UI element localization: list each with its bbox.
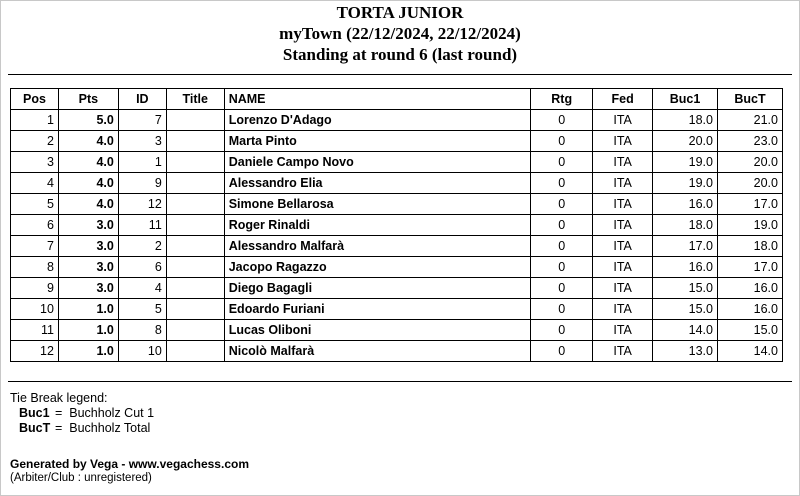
row-buc1: 19.0 — [653, 152, 718, 173]
row-title — [166, 236, 224, 257]
row-name: Daniele Campo Novo — [224, 152, 531, 173]
row-pts: 1.0 — [58, 320, 118, 341]
row-pos: 9 — [11, 278, 59, 299]
row-name: Simone Bellarosa — [224, 194, 531, 215]
arbiter-club: (Arbiter/Club : unregistered) — [10, 472, 152, 484]
legend-eq: = — [55, 406, 63, 420]
generated-by: Generated by Vega - www.vegachess.com — [10, 457, 249, 471]
row-fed: ITA — [593, 341, 653, 362]
row-title — [166, 173, 224, 194]
row-fed: ITA — [593, 173, 653, 194]
row-pts: 4.0 — [58, 194, 118, 215]
col-title: Title — [166, 89, 224, 110]
row-buc1: 15.0 — [653, 299, 718, 320]
row-pts: 1.0 — [58, 341, 118, 362]
row-id: 10 — [118, 341, 166, 362]
row-rtg: 0 — [531, 215, 593, 236]
row-id: 12 — [118, 194, 166, 215]
row-buct: 19.0 — [718, 215, 783, 236]
row-title — [166, 215, 224, 236]
row-pos: 7 — [11, 236, 59, 257]
row-buct: 16.0 — [718, 278, 783, 299]
row-pts: 3.0 — [58, 215, 118, 236]
row-rtg: 0 — [531, 257, 593, 278]
table-row — [11, 341, 783, 362]
row-name: Alessandro Malfarà — [224, 236, 531, 257]
row-id: 6 — [118, 257, 166, 278]
row-rtg: 0 — [531, 341, 593, 362]
table-row — [11, 236, 783, 257]
tournament-title: TORTA JUNIOR — [336, 3, 464, 22]
row-rtg: 0 — [531, 173, 593, 194]
row-pos: 5 — [11, 194, 59, 215]
row-buc1: 19.0 — [653, 173, 718, 194]
row-title — [166, 341, 224, 362]
row-name: Edoardo Furiani — [224, 299, 531, 320]
table-row — [11, 194, 783, 215]
legend-desc: Buchholz Total — [69, 421, 151, 435]
row-fed: ITA — [593, 194, 653, 215]
tie-break-legend — [10, 391, 154, 436]
row-buct: 21.0 — [718, 110, 783, 131]
row-title — [166, 110, 224, 131]
row-title — [166, 278, 224, 299]
row-rtg: 0 — [531, 236, 593, 257]
col-fed: Fed — [593, 89, 653, 110]
row-rtg: 0 — [531, 131, 593, 152]
row-pts: 4.0 — [58, 131, 118, 152]
row-pos: 2 — [11, 131, 59, 152]
row-fed: ITA — [593, 278, 653, 299]
col-buct: BucT — [718, 89, 783, 110]
row-pos: 4 — [11, 173, 59, 194]
table-row — [11, 299, 783, 320]
row-buct: 20.0 — [718, 173, 783, 194]
row-buc1: 15.0 — [653, 278, 718, 299]
col-rtg: Rtg — [531, 89, 593, 110]
table-row — [11, 215, 783, 236]
row-buct: 17.0 — [718, 194, 783, 215]
col-name: NAME — [224, 89, 531, 110]
row-buct: 17.0 — [718, 257, 783, 278]
legend-heading: Tie Break legend: — [10, 391, 108, 405]
row-pts: 5.0 — [58, 110, 118, 131]
row-id: 11 — [118, 215, 166, 236]
row-pos: 1 — [11, 110, 59, 131]
row-name: Nicolò Malfarà — [224, 341, 531, 362]
row-rtg: 0 — [531, 299, 593, 320]
row-pos: 6 — [11, 215, 59, 236]
row-pts: 3.0 — [58, 257, 118, 278]
row-buct: 14.0 — [718, 341, 783, 362]
col-pos: Pos — [11, 89, 59, 110]
row-pts: 3.0 — [58, 278, 118, 299]
row-buct: 20.0 — [718, 152, 783, 173]
legend-divider — [8, 381, 792, 382]
row-buct: 15.0 — [718, 320, 783, 341]
table-row — [11, 173, 783, 194]
row-buc1: 18.0 — [653, 110, 718, 131]
row-fed: ITA — [593, 152, 653, 173]
row-id: 7 — [118, 110, 166, 131]
col-pts: Pts — [58, 89, 118, 110]
legend-code: Buc1 — [19, 406, 50, 420]
row-buct: 16.0 — [718, 299, 783, 320]
header-divider — [8, 74, 792, 75]
row-rtg: 0 — [531, 278, 593, 299]
row-id: 8 — [118, 320, 166, 341]
row-title — [166, 299, 224, 320]
row-id: 2 — [118, 236, 166, 257]
row-id: 9 — [118, 173, 166, 194]
row-buc1: 13.0 — [653, 341, 718, 362]
row-name: Lucas Oliboni — [224, 320, 531, 341]
row-name: Lorenzo D'Adago — [224, 110, 531, 131]
table-row — [11, 278, 783, 299]
table-row — [11, 320, 783, 341]
row-fed: ITA — [593, 215, 653, 236]
legend-eq: = — [55, 421, 63, 435]
row-id: 3 — [118, 131, 166, 152]
report-header — [0, 2, 800, 65]
row-buc1: 16.0 — [653, 194, 718, 215]
row-rtg: 0 — [531, 110, 593, 131]
legend-code: BucT — [19, 421, 51, 435]
row-buct: 18.0 — [718, 236, 783, 257]
standings-table — [10, 88, 783, 362]
row-buc1: 18.0 — [653, 215, 718, 236]
row-pos: 10 — [11, 299, 59, 320]
row-name: Roger Rinaldi — [224, 215, 531, 236]
col-buc1: Buc1 — [653, 89, 718, 110]
row-buc1: 16.0 — [653, 257, 718, 278]
location-dates: myTown (22/12/2024, 22/12/2024) — [279, 24, 521, 43]
row-id: 4 — [118, 278, 166, 299]
row-rtg: 0 — [531, 152, 593, 173]
row-name: Diego Bagagli — [224, 278, 531, 299]
row-name: Alessandro Elia — [224, 173, 531, 194]
table-row — [11, 152, 783, 173]
row-title — [166, 152, 224, 173]
col-id: ID — [118, 89, 166, 110]
row-fed: ITA — [593, 131, 653, 152]
row-rtg: 0 — [531, 194, 593, 215]
row-buc1: 20.0 — [653, 131, 718, 152]
round-info: Standing at round 6 (last round) — [282, 45, 518, 64]
legend-item — [10, 421, 154, 436]
row-buct: 23.0 — [718, 131, 783, 152]
row-fed: ITA — [593, 236, 653, 257]
table-header-row — [11, 89, 783, 110]
row-name: Marta Pinto — [224, 131, 531, 152]
row-title — [166, 257, 224, 278]
row-fed: ITA — [593, 320, 653, 341]
table-row — [11, 131, 783, 152]
row-buc1: 17.0 — [653, 236, 718, 257]
row-id: 5 — [118, 299, 166, 320]
row-fed: ITA — [593, 299, 653, 320]
row-pos: 12 — [11, 341, 59, 362]
row-id: 1 — [118, 152, 166, 173]
row-fed: ITA — [593, 110, 653, 131]
row-title — [166, 194, 224, 215]
row-pts: 4.0 — [58, 152, 118, 173]
row-title — [166, 320, 224, 341]
row-pos: 3 — [11, 152, 59, 173]
row-rtg: 0 — [531, 320, 593, 341]
row-pos: 8 — [11, 257, 59, 278]
row-title — [166, 131, 224, 152]
legend-desc: Buchholz Cut 1 — [69, 406, 155, 420]
table-row — [11, 257, 783, 278]
row-pts: 4.0 — [58, 173, 118, 194]
row-buc1: 14.0 — [653, 320, 718, 341]
table-row — [11, 110, 783, 131]
legend-item — [10, 406, 154, 421]
row-pos: 11 — [11, 320, 59, 341]
row-pts: 1.0 — [58, 299, 118, 320]
row-fed: ITA — [593, 257, 653, 278]
row-pts: 3.0 — [58, 236, 118, 257]
row-name: Jacopo Ragazzo — [224, 257, 531, 278]
